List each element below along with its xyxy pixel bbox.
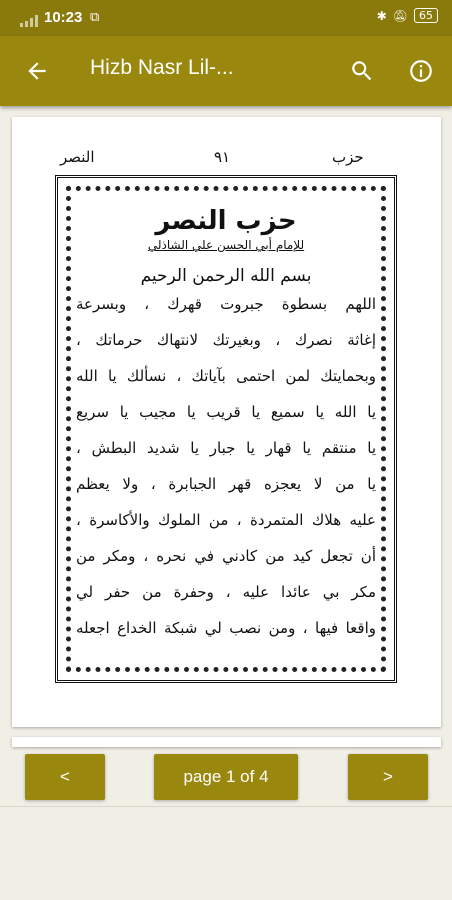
signal-icon (20, 12, 40, 31)
previous-page-button[interactable]: < (25, 754, 105, 800)
text-line: يا الله يا سميع يا قريب يا مجيب يا سريع (76, 403, 376, 421)
text-line: وبحمايتك لمن احتمى بآياتك ، نسألك يا الله (76, 367, 376, 385)
hizb-subtitle: للإمام أبي الحسن علي الشاذلي (147, 238, 305, 252)
bismillah: بسم الله الرحمن الرحيم (140, 266, 312, 286)
divider (0, 806, 452, 807)
page-number: ٩١ (214, 148, 231, 166)
status-bar (0, 0, 452, 36)
text-line: مكر بي عائدا عليه ، وحفرة من حفر لي (76, 583, 376, 601)
text-line: يا منتقم يا قهار يا جبار يا شديد البطش ، (76, 439, 376, 457)
bluetooth-icon: ✱ (376, 8, 387, 23)
text-line: أن تجعل كيد من كادني في نحره ، ومكر من (76, 547, 376, 565)
next-page-preview (12, 737, 441, 747)
page-header-right: النصر (60, 148, 95, 166)
text-line: اللهم بسطوة جبروت قهرك ، وبسرعة (76, 295, 376, 313)
next-page-button[interactable]: > (348, 754, 428, 800)
page-header-left: حزب (332, 148, 364, 166)
search-icon[interactable] (349, 58, 375, 84)
mute-icon: 🔕︎ (392, 8, 408, 23)
text-line: إغاثة نصرك ، وبغيرتك لانتهاك حرماتك ، (76, 331, 376, 349)
text-line: واقعا فيها ، ومن نصب لي شبكة الخداع اجعله (76, 619, 376, 637)
app-bar (0, 36, 452, 106)
battery-indicator: 65 (414, 8, 438, 23)
text-line: عليه هلاك المتمردة ، من الملوك والأكاسرة ، (76, 511, 376, 529)
back-arrow-icon[interactable] (24, 58, 50, 84)
page-text (70, 200, 382, 668)
notification-icon: ⧉ (90, 10, 100, 25)
app-title: Hizb Nasr Lil-... (90, 56, 234, 79)
info-icon[interactable] (408, 58, 434, 84)
status-time: 10:23 (44, 9, 83, 26)
page-indicator-button[interactable]: page 1 of 4 (154, 754, 298, 800)
text-line: يا من لا يعجزه قهر الجبابرة ، ولا يعظم (76, 475, 376, 493)
hizb-title: حزب النصر (155, 206, 297, 236)
